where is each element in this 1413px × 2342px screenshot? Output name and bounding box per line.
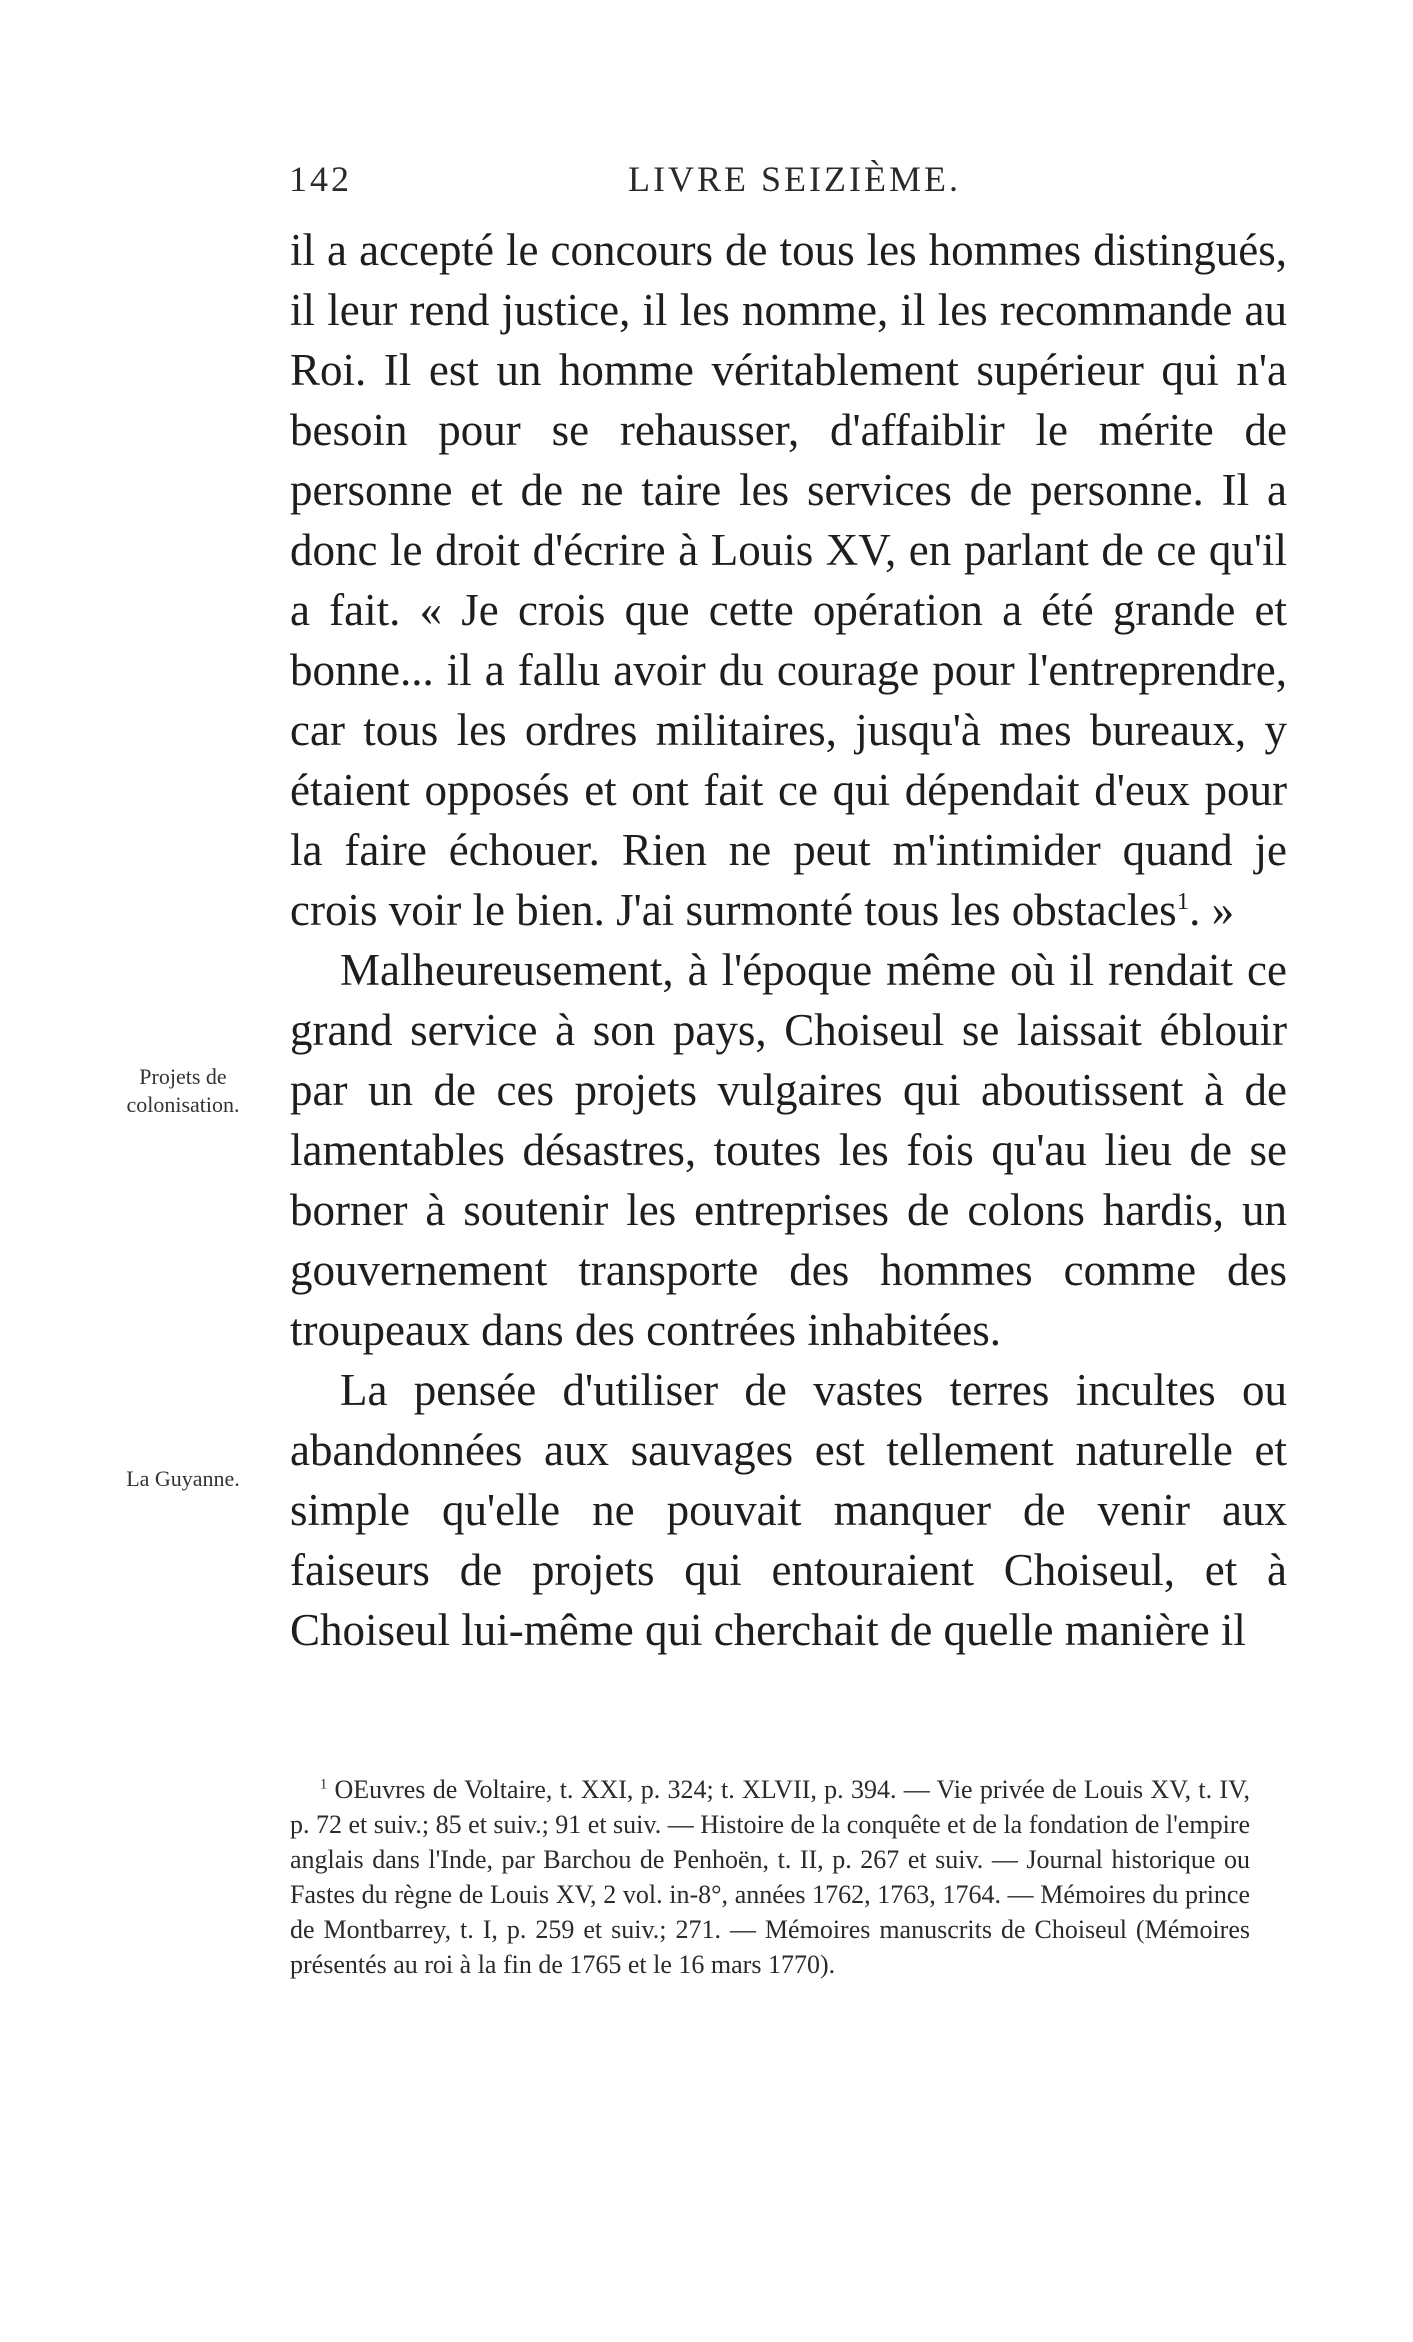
page-header xyxy=(0,158,1413,204)
footnote-mark: 1 xyxy=(320,1776,328,1793)
footnote-body: OEuvres de Voltaire, t. XXI, p. 324; t. XLVII, p. 394. — Vie privée de Louis XV, t. IV, p. 72 et suiv.; 85 et suiv.; 91 et suiv. — Histoire de la conquête et de la fondation de l'empire anglais dans l'Inde, par Barchou de Penhoën, t. II, p. 267 et suiv. — Journal historique ou Fastes du règne de Louis XV, 2 vol. in-8°, années 1762, 1763, 1764. — Mémoires du prince de Montbarrey, t. I, p. 259 et suiv.; 271. — Mémoires manuscrits de Choiseul (Mémoires présentés au roi à la fin de 1765 et le 16 mars 1770). xyxy=(290,1775,1251,1979)
paragraph-2: Malheureusement, à l'époque même où il rendait ce grand service à son pays, Choiseul se laissait éblouir par un de ces projets vulgaires qui aboutissent à de lamentables désastres, toutes les fois qu'au lieu de se borner à soutenir les entreprises de colons hardis, un gouvernement transporte des hommes comme des troupeaux dans des contrées inhabitées. xyxy=(290,945,1287,1355)
running-title: LIVRE SEIZIÈME. xyxy=(628,159,961,199)
footnote-reference: 1 xyxy=(1176,888,1190,915)
margin-note-guyanne: La Guyanne. xyxy=(126,1466,240,1491)
margin-note-colonisation: Projets de colonisation. xyxy=(126,1064,240,1117)
body-text xyxy=(290,220,1287,1660)
paragraph-1 xyxy=(290,220,1287,940)
paragraph-1-end: . » xyxy=(1189,885,1235,935)
footnote-text xyxy=(290,1772,1250,1982)
paragraph-1-text: il a accepté le concours de tous les hommes distingués, il leur rend justice, il les nomme, il les recommande au Roi. Il est un homme véritablement supérieur qui n'a besoin pour se rehausser, d'affaiblir le mérite de personne et de ne taire les services de personne. Il a donc le droit d'écrire à Louis XV, en parlant de ce qu'il a fait. « Je crois que cette opération a été grande et bonne... il a fallu avoir du courage pour l'entreprendre, car tous les ordres militaires, jusqu'à mes bureaux, y étaient opposés et ont fait ce qui dépendait d'eux pour la faire échouer. Rien ne peut m'intimider quand je crois voir le bien. J'ai surmonté tous les obstacles xyxy=(290,225,1287,935)
footnote xyxy=(290,1772,1250,1982)
paragraph-3: La pensée d'utiliser de vastes terres incultes ou abandonnées aux sauvages est tellement naturelle et simple qu'elle ne pouvait manquer de venir aux faiseurs de projets qui entouraient Choiseul, et à Choiseul lui-même qui cherchait de quelle manière il xyxy=(290,1365,1287,1655)
page-number: 142 xyxy=(289,159,352,199)
